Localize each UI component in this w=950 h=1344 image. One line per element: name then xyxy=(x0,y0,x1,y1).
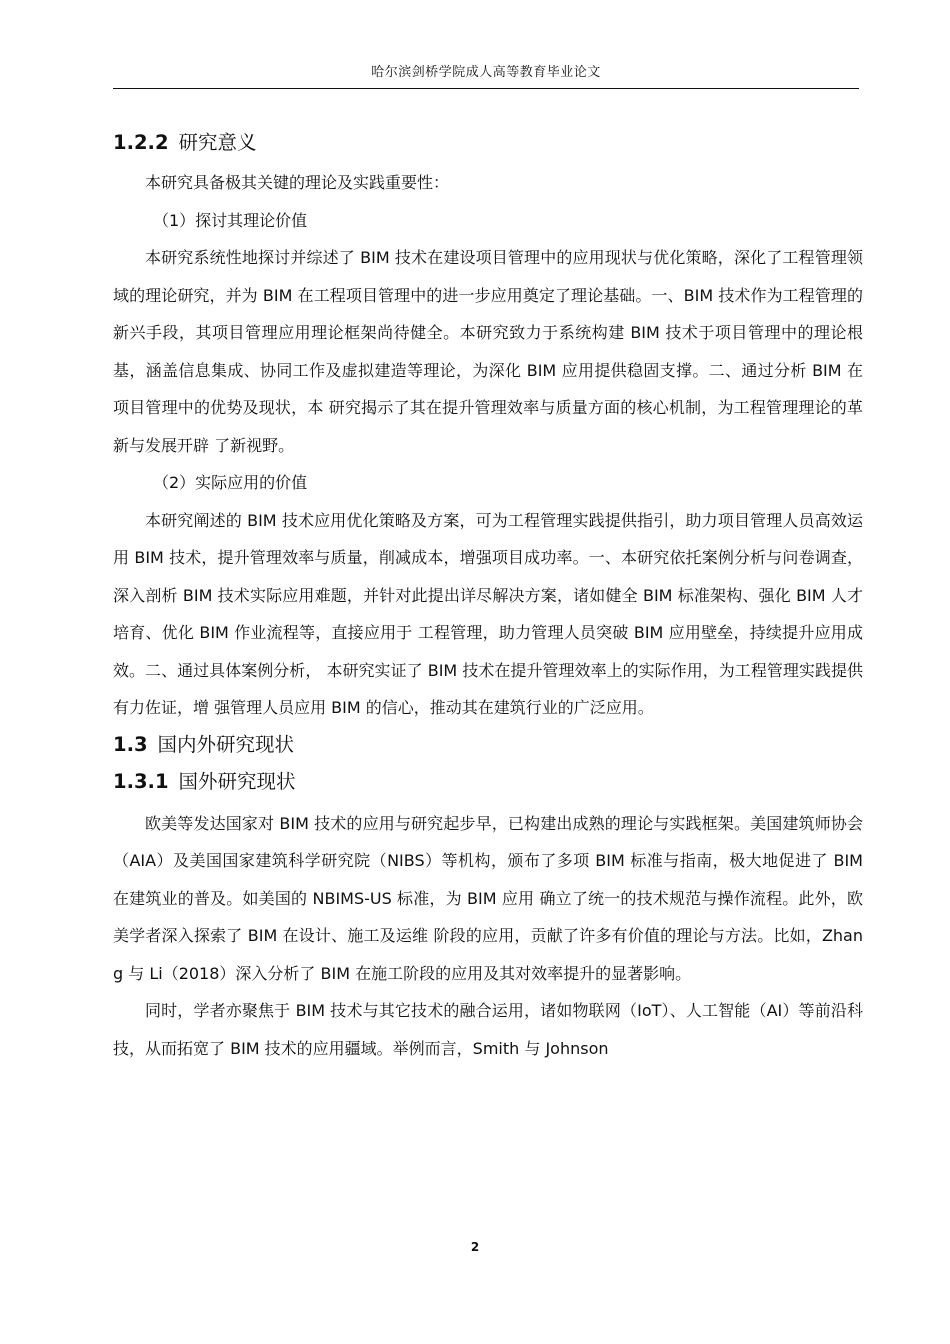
document-body xyxy=(113,124,863,1067)
paragraph-foreign-status: 欧美等发达国家对 BIM 技术的应用与研究起步早，已构建出成熟的理论与实践框架。美国建筑师协会（AIA）及美国国家建筑科学研究院（NIBS）等机构，颁布了多项 BIM 标准与指南，极大地促进了 BIM 在建筑业的普及。如美国的 NBIMS-US 标准，为 BIM 应用 确立了统一的技术规范与操作流程。此外，欧美学者深入探索了 BIM 在设计、施工及运维 阶段的应用，贡献了许多有价值的理论与方法。比如，Zhang 与 Li（2018）深入分析了 BIM 在施工阶段的应用及其对效率提升的显著影响。 xyxy=(113,813,863,983)
paragraph-theory-value: 本研究系统性地探讨并综述了 BIM 技术在建设项目管理中的应用现状与优化策略，深化了工程管理领域的理论研究，并为 BIM 在工程项目管理中的进一步应用奠定了理论基础。一、BIM 技术作为工程管理的新兴手段，其项目管理应用理论框架尚待健全。本研究致力于系统构建 BIM 技术于项目管理中的理论根基，涵盖信息集成、协同工作及虚拟建造等理论，为深化 BIM 应用提供稳固支撑。二、通过分析 BIM 在项目管理中的优势及现状，本 研究揭示了其在提升管理效率与质量方面的核心机制，为工程管理理论的革新与发展开辟 了新视野。 xyxy=(113,248,863,455)
paragraph-practical-value: 本研究阐述的 BIM 技术应用优化策略及方案，可为工程管理实践提供指引，助力项目管理人员高效运用 BIM 技术，提升管理效率与质量，削减成本，增强项目成功率。一、本研究依托案例分析与问卷调查，深入剖析 BIM 技术实际应用难题，并针对此提出详尽解决方案，诸如健全 BIM 标准架构、强化 BIM 人才培育、优化 BIM 作业流程等，直接应用于 工程管理，助力管理人员突破 BIM 应用壁垒，持续提升应用成效。二、通过具体案例分析， 本研究实证了 BIM 技术在提升管理效率上的实际作用，为工程管理实践提供有力佐证，增 强管理人员应用 BIM 的信心，推动其在建筑行业的广泛应用。 xyxy=(113,510,863,717)
section-heading-1-2-2 xyxy=(113,124,863,162)
section-title: 国外研究现状 xyxy=(178,769,296,793)
header-divider xyxy=(113,88,859,89)
section-heading-1-3-1 xyxy=(113,763,863,801)
section-title: 国内外研究现状 xyxy=(157,732,295,756)
section-number: 1.3 xyxy=(113,732,148,756)
section-number: 1.3.1 xyxy=(113,769,169,793)
page-number: 2 xyxy=(470,1240,480,1254)
section-title: 研究意义 xyxy=(178,131,257,154)
subheading-practical-value: （2）实际应用的价值 xyxy=(153,473,308,492)
paragraph-intro: 本研究具备极其关键的理论及实践重要性： xyxy=(145,173,450,192)
section-heading-1-3 xyxy=(113,726,863,764)
section-number: 1.2.2 xyxy=(113,131,169,154)
paragraph-technology-fusion: 同时，学者亦聚焦于 BIM 技术与其它技术的融合运用，诸如物联网（IoT）、人工智能（AI）等前沿科技，从而拓宽了 BIM 技术的应用疆域。举例而言，Smith 与 Johnson xyxy=(113,1001,863,1058)
subheading-theory-value: （1）探讨其理论价值 xyxy=(153,210,308,230)
page-header: 哈尔滨剑桥学院成人高等教育毕业论文 xyxy=(371,65,601,80)
